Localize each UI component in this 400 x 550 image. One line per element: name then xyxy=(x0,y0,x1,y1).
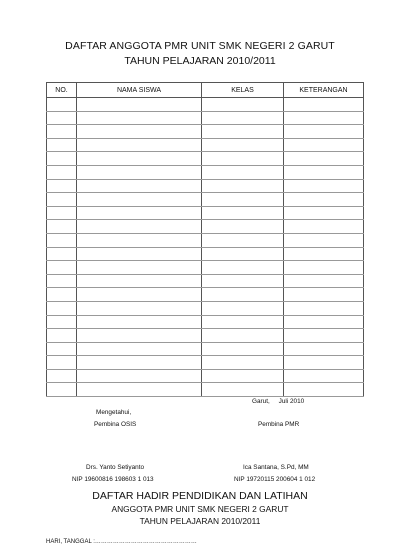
table-cell xyxy=(77,261,202,275)
table-cell xyxy=(77,301,202,315)
table-cell xyxy=(77,247,202,261)
table-row xyxy=(47,179,364,193)
table-row xyxy=(47,233,364,247)
table-cell xyxy=(47,111,77,125)
table-cell xyxy=(47,356,77,370)
table-cell xyxy=(284,288,364,302)
table-header-row xyxy=(47,83,364,98)
table-cell xyxy=(47,98,77,112)
right-signatory-name: Ica Santana, S.Pd, MM xyxy=(243,464,309,471)
right-signatory-nip: NIP 19720115 200604 1 012 xyxy=(234,476,316,483)
table-cell xyxy=(77,193,202,207)
table-cell xyxy=(284,369,364,383)
table-row xyxy=(47,220,364,234)
table-cell xyxy=(202,125,284,139)
table-cell xyxy=(202,274,284,288)
table-cell xyxy=(47,274,77,288)
member-table xyxy=(46,82,364,397)
section2-subtitle-2: TAHUN PELAJARAN 2010/2011 xyxy=(139,516,261,526)
table-cell xyxy=(77,125,202,139)
table-cell xyxy=(202,179,284,193)
table-cell xyxy=(77,329,202,343)
table-cell xyxy=(202,369,284,383)
table-row xyxy=(47,193,364,207)
table-row xyxy=(47,98,364,112)
table-cell xyxy=(47,369,77,383)
table-cell xyxy=(202,165,284,179)
table-cell xyxy=(77,342,202,356)
table-cell xyxy=(202,315,284,329)
table-cell xyxy=(77,165,202,179)
table-cell xyxy=(202,247,284,261)
table-cell xyxy=(202,98,284,112)
table-cell xyxy=(47,152,77,166)
table-cell xyxy=(284,233,364,247)
table-cell xyxy=(202,261,284,275)
table-cell xyxy=(77,233,202,247)
table-cell xyxy=(47,329,77,343)
member-table-body xyxy=(47,98,364,397)
signature-date: Garut, Juli 2010 xyxy=(252,398,305,405)
table-cell xyxy=(284,356,364,370)
table-cell xyxy=(284,193,364,207)
table-row xyxy=(47,125,364,139)
table-cell xyxy=(77,288,202,302)
table-cell xyxy=(202,329,284,343)
table-cell xyxy=(202,342,284,356)
table-cell xyxy=(47,288,77,302)
table-cell xyxy=(284,329,364,343)
table-cell xyxy=(284,220,364,234)
table-cell xyxy=(47,233,77,247)
header-nama-siswa: NAMA SISWA xyxy=(77,83,202,98)
table-cell xyxy=(202,206,284,220)
table-cell xyxy=(77,98,202,112)
table-row xyxy=(47,165,364,179)
table-cell xyxy=(47,261,77,275)
table-cell xyxy=(77,383,202,397)
table-cell xyxy=(284,98,364,112)
table-row xyxy=(47,301,364,315)
table-cell xyxy=(284,247,364,261)
table-cell xyxy=(284,274,364,288)
table-row xyxy=(47,315,364,329)
table-cell xyxy=(47,138,77,152)
table-cell xyxy=(77,206,202,220)
table-cell xyxy=(202,111,284,125)
table-cell xyxy=(284,315,364,329)
table-row xyxy=(47,329,364,343)
table-cell xyxy=(284,138,364,152)
table-cell xyxy=(284,383,364,397)
table-row xyxy=(47,152,364,166)
table-cell xyxy=(47,247,77,261)
table-cell xyxy=(202,152,284,166)
table-cell xyxy=(47,383,77,397)
table-cell xyxy=(284,125,364,139)
table-cell xyxy=(47,315,77,329)
table-cell xyxy=(284,206,364,220)
table-cell xyxy=(47,301,77,315)
table-cell xyxy=(47,206,77,220)
table-row xyxy=(47,138,364,152)
table-cell xyxy=(77,138,202,152)
table-row xyxy=(47,383,364,397)
document-subtitle: TAHUN PELAJARAN 2010/2011 xyxy=(124,55,276,67)
table-cell xyxy=(284,152,364,166)
table-cell xyxy=(284,165,364,179)
table-cell xyxy=(77,111,202,125)
left-signatory-nip: NIP 19600816 198603 1 013 xyxy=(72,476,154,483)
right-signatory-title: Pembina PMR xyxy=(258,421,300,428)
table-cell xyxy=(284,261,364,275)
table-cell xyxy=(77,356,202,370)
acknowledged-label: Mengetahui, xyxy=(96,409,132,416)
table-cell xyxy=(202,220,284,234)
table-cell xyxy=(202,138,284,152)
table-cell xyxy=(47,193,77,207)
hari-tanggal-field: HARI, TANGGAL :…………………………………………… xyxy=(46,539,197,545)
table-cell xyxy=(284,111,364,125)
table-row xyxy=(47,111,364,125)
header-no: NO. xyxy=(47,83,77,98)
table-cell xyxy=(77,152,202,166)
table-row xyxy=(47,342,364,356)
table-cell xyxy=(202,233,284,247)
table-cell xyxy=(284,179,364,193)
table-row xyxy=(47,247,364,261)
table-cell xyxy=(202,356,284,370)
document-title: DAFTAR ANGGOTA PMR UNIT SMK NEGERI 2 GARUT xyxy=(65,40,335,52)
table-row xyxy=(47,261,364,275)
table-cell xyxy=(47,179,77,193)
table-row xyxy=(47,356,364,370)
table-cell xyxy=(47,342,77,356)
table-row xyxy=(47,288,364,302)
header-keterangan: KETERANGAN xyxy=(284,83,364,98)
section2-subtitle-1: ANGGOTA PMR UNIT SMK NEGERI 2 GARUT xyxy=(111,504,289,514)
table-cell xyxy=(47,220,77,234)
header-kelas: KELAS xyxy=(202,83,284,98)
table-cell xyxy=(284,301,364,315)
table-row xyxy=(47,369,364,383)
table-cell xyxy=(77,274,202,288)
table-cell xyxy=(202,383,284,397)
table-cell xyxy=(47,165,77,179)
left-signatory-title: Pembina OSIS xyxy=(94,421,137,428)
table-cell xyxy=(202,301,284,315)
table-cell xyxy=(47,125,77,139)
table-cell xyxy=(202,288,284,302)
table-row xyxy=(47,206,364,220)
left-signatory-name: Drs. Yanto Setiyanto xyxy=(86,464,145,471)
table-cell xyxy=(77,315,202,329)
section2-title: DAFTAR HADIR PENDIDIKAN DAN LATIHAN xyxy=(92,490,308,502)
table-cell xyxy=(77,369,202,383)
table-cell xyxy=(77,220,202,234)
table-row xyxy=(47,274,364,288)
table-cell xyxy=(77,179,202,193)
table-cell xyxy=(202,193,284,207)
table-cell xyxy=(284,342,364,356)
